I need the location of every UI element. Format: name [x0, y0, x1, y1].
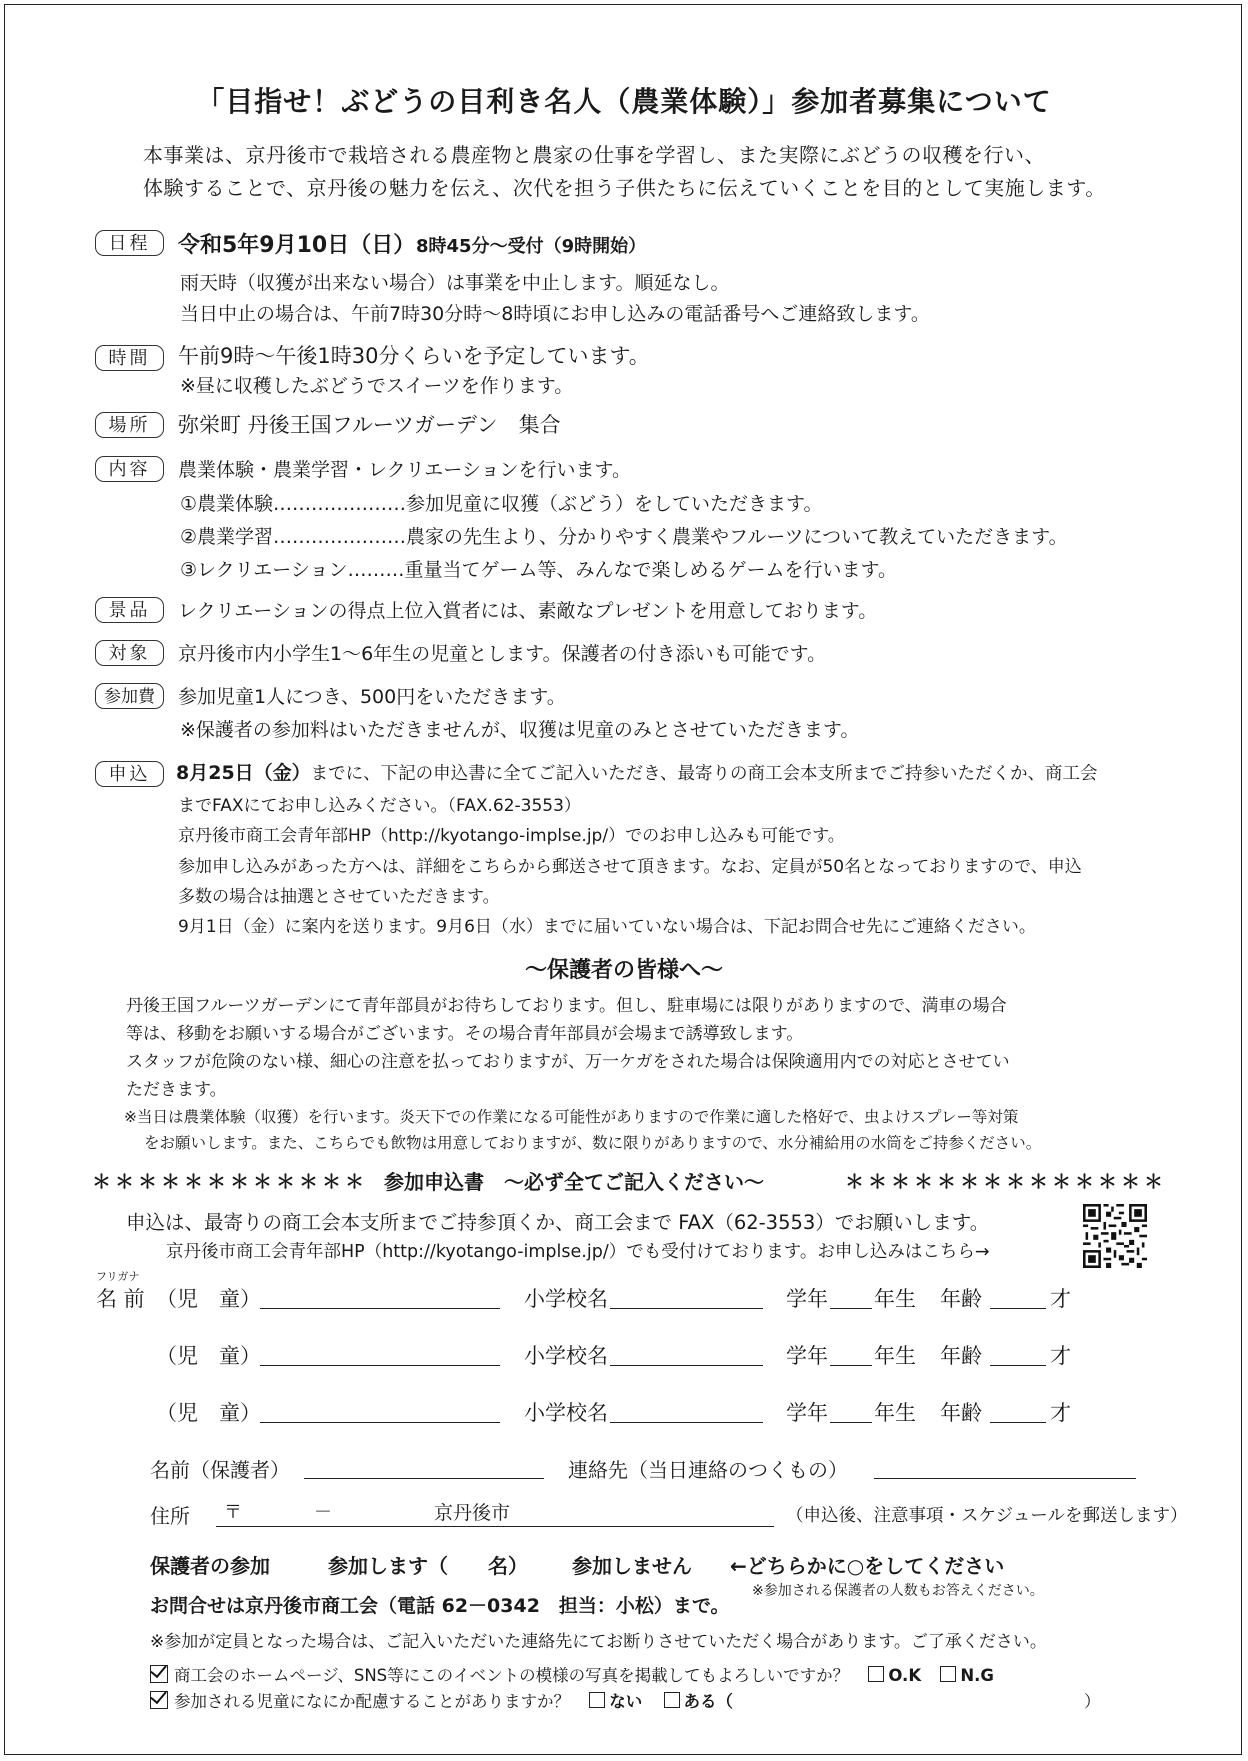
care-close-paren: ）	[1084, 1692, 1101, 1711]
none-checkbox[interactable]	[589, 1692, 605, 1708]
grade-suffix: 年生	[874, 1287, 916, 1311]
school-field[interactable]	[610, 1290, 763, 1309]
care-yes-option[interactable]	[664, 1692, 734, 1711]
page-title: 「目指せ！ぶどうの目利き名人（農業体験）」参加者募集について	[196, 85, 1052, 118]
count-note: ※参加される保護者の人数もお答えください。	[752, 1583, 1044, 1599]
fee-main: 参加児童1人につき、500円をいただきます。	[178, 686, 566, 708]
schedule-reception: 8時45分～受付（9時開始）	[416, 236, 647, 257]
schedule-line: 雨天時（収獲が出来ない場合）は事業を中止します。順延なし。	[180, 272, 730, 294]
school-label: 小学校名	[524, 1401, 608, 1425]
fee-tag: 参加費	[95, 683, 164, 709]
child-label: （児 童）	[156, 1344, 261, 1368]
grade-suffix: 年生	[874, 1344, 916, 1368]
age-label: 年齢	[940, 1344, 982, 1368]
apply-line: 参加申し込みがあった方へは、詳細をこちらから郵送させて頂きます。なお、定員が50名となっておりますので、申込	[178, 857, 1082, 877]
age-field[interactable]	[990, 1347, 1046, 1366]
form-heading-stars-left: ＊＊＊＊＊＊＊＊＊＊＊＊	[92, 1171, 369, 1193]
not-participate-option[interactable]: 参加しません	[572, 1554, 692, 1578]
inquiry-line: お問合せは京丹後市商工会（電話 62－0342 担当：小松）まで。	[150, 1595, 730, 1617]
content-item: ③レクリエーション………重量当てゲーム等、みんなで楽しめるゲームを行います。	[180, 559, 897, 581]
page-border	[4, 4, 1242, 1755]
capacity-note: ※参加が定員となった場合は、ご記入いただいた連絡先にてお断りさせていただく場合があります。ご了承ください。	[150, 1632, 1047, 1652]
apply-first-line	[176, 758, 1097, 785]
age-field[interactable]	[990, 1290, 1046, 1309]
photo-question-checkbox[interactable]	[150, 1665, 168, 1683]
grade-field[interactable]	[830, 1404, 872, 1423]
apply-line: 京丹後市商工会青年部HP（http://kyotango-implse.jp/）でのお申し込みも可能です。	[178, 826, 845, 846]
form-instructions: 申込は、最寄りの商工会本支所までご持参頂くか、商工会まで FAX（62-3553）でお願いします。	[126, 1211, 990, 1234]
ng-label: N.G	[960, 1666, 994, 1685]
participate-option[interactable]: 参加します（ 名）	[328, 1554, 528, 1578]
grade-field[interactable]	[830, 1290, 872, 1309]
grade-label: 学年	[786, 1344, 828, 1368]
qr-code-icon[interactable]	[1083, 1204, 1147, 1268]
age-suffix: 才	[1050, 1287, 1071, 1311]
participation-label: 保護者の参加	[150, 1554, 270, 1578]
time-note: ※昼に収穫したぶどうでスイーツを作ります。	[180, 375, 574, 397]
form-hp-line: 京丹後市商工会青年部HP（http://kyotango-implse.jp/）でも受付けております。お申し込みはこちら→	[166, 1242, 990, 1262]
form-heading-stars-right: ＊＊＊＊＊＊＊＊＊＊＊＊＊＊	[845, 1171, 1168, 1193]
age-field[interactable]	[990, 1404, 1046, 1423]
prize-tag: 景品	[95, 597, 164, 623]
contact-field[interactable]	[874, 1460, 1136, 1479]
guardian-name-field[interactable]	[304, 1460, 544, 1479]
child-name-field[interactable]	[260, 1347, 500, 1366]
question-photo	[150, 1662, 994, 1686]
form-heading: 参加申込書 ～必ず全てご記入ください～	[384, 1170, 764, 1194]
address-city: 京丹後市	[434, 1502, 511, 1524]
content-tag: 内容	[95, 456, 164, 482]
child-name-field[interactable]	[260, 1404, 500, 1423]
yes-label: ある（	[683, 1692, 733, 1711]
choose-note: ←どちらかに○をしてください	[730, 1554, 1005, 1578]
ng-checkbox[interactable]	[940, 1666, 956, 1682]
ok-label: O.K	[888, 1666, 922, 1685]
guardian-name-label: 名前（保護者）	[150, 1458, 290, 1482]
content-item: ①農業体験…………………参加児童に収獲（ぶどう）をしていただきます。	[180, 493, 823, 515]
name-label: 名 前	[96, 1287, 145, 1311]
photo-question-text: 商工会のホームページ、SNS等にこのイベントの模様の写真を掲載してもよろしいですか？	[174, 1666, 850, 1685]
guardian-line: ただきます。	[126, 1080, 227, 1100]
grade-field[interactable]	[830, 1347, 872, 1366]
address-label: 住所	[150, 1504, 190, 1528]
ok-checkbox[interactable]	[868, 1666, 884, 1682]
intro-line-2: 体験することで、京丹後の魅力を伝え、次代を担う子供たちに伝えていくことを目的として実施します。	[143, 176, 1106, 200]
prize-main: レクリエーションの得点上位入賞者には、素敵なプレゼントを用意しております。	[178, 600, 878, 622]
fee-note: ※保護者の参加料はいただきませんが、収獲は児童のみとさせていただきます。	[180, 719, 860, 741]
schedule-line: 当日中止の場合は、午前7時30分時～8時頃にお申し込みの電話番号へご連絡致します。	[180, 303, 930, 325]
content-main: 農業体験・農業学習・レクリエーションを行います。	[178, 459, 631, 481]
apply-tag: 申込	[95, 761, 164, 787]
place-main: 弥栄町 丹後王国フルーツガーデン 集合	[178, 413, 561, 437]
content-item: ②農業学習…………………農家の先生より、分かりやすく農業やフルーツについて教えていただきます。	[180, 526, 1068, 548]
postal-dash: －	[314, 1502, 332, 1523]
school-field[interactable]	[610, 1347, 763, 1366]
grade-label: 学年	[786, 1287, 828, 1311]
guardian-note: をお願いします。また、こちらでも飲物は用意しておりますが、数に限りがありますので、水分補給用の水筒をご持参ください。	[144, 1134, 1042, 1152]
furigana-label: フリガナ	[96, 1270, 140, 1283]
contact-label: 連絡先（当日連絡のつくもの）	[568, 1458, 848, 1482]
yes-checkbox[interactable]	[664, 1692, 680, 1708]
child-label: （児 童）	[156, 1287, 261, 1311]
schedule-date: 令和5年9月10日（日）	[178, 233, 416, 258]
child-row-1	[96, 1283, 145, 1313]
apply-line: 9月1日（金）に案内を送ります。9月6日（水）までに届いていない場合は、下記お問合せ先にご連絡ください。	[178, 917, 1036, 937]
apply-line: 多数の場合は抽選とさせていただきます。	[178, 887, 500, 907]
photo-ng-option[interactable]	[940, 1666, 994, 1685]
address-note: （申込後、注意事項・スケジュールを郵送します）	[786, 1506, 1188, 1526]
guardian-line: スタッフが危険のない様、細心の注意を払っておりますが、万一ケガをされた場合は保険適用内での対応とさせてい	[126, 1052, 1010, 1072]
child-name-field[interactable]	[260, 1290, 500, 1309]
age-label: 年齢	[940, 1401, 982, 1425]
age-suffix: 才	[1050, 1401, 1071, 1425]
school-label: 小学校名	[524, 1344, 608, 1368]
grade-suffix: 年生	[874, 1401, 916, 1425]
postal-mark: 〒	[224, 1502, 242, 1523]
grade-label: 学年	[786, 1401, 828, 1425]
age-suffix: 才	[1050, 1344, 1071, 1368]
photo-ok-option[interactable]	[868, 1666, 921, 1685]
apply-deadline: 8月25日（金）	[176, 762, 311, 784]
time-main: 午前9時～午後1時30分くらいを予定しています。	[178, 344, 650, 368]
guardian-line: 丹後王国フルーツガーデンにて青年部員がお待ちしております。但し、駐車場には限りがありますので、満車の場合	[126, 996, 1007, 1016]
question-care	[150, 1688, 733, 1712]
care-none-option[interactable]	[589, 1692, 642, 1711]
target-tag: 対象	[95, 640, 164, 666]
school-label: 小学校名	[524, 1287, 608, 1311]
care-question-checkbox[interactable]	[150, 1691, 168, 1709]
place-tag: 場所	[95, 412, 164, 438]
guardian-heading: ～保護者の皆様へ～	[524, 958, 723, 983]
schedule-tag: 日程	[95, 230, 164, 256]
time-tag: 時間	[95, 345, 164, 371]
intro-line-1: 本事業は、京丹後市で栽培される農産物と農家の仕事を学習し、また実際にぶどうの収穫を行い、	[143, 143, 1045, 167]
school-field[interactable]	[610, 1404, 763, 1423]
none-label: ない	[609, 1692, 643, 1711]
guardian-note: ※当日は農業体験（収獲）を行います。炎天下での作業になる可能性がありますので作業に適した格好で、虫よけスプレー等対策	[124, 1108, 1019, 1126]
target-main: 京丹後市内小学生1～6年生の児童とします。保護者の付き添いも可能です。	[178, 643, 827, 665]
child-label: （児 童）	[156, 1401, 261, 1425]
care-question-text: 参加される児童になにか配慮することがありますか？	[174, 1692, 570, 1711]
guardian-line: 等は、移動をお願いする場合がございます。その場合青年部員が会場まで誘導致します。	[126, 1024, 804, 1044]
apply-line-1: までに、下記の申込書に全てご記入いただき、最寄りの商工会本支所までご持参いただくか、商工会	[310, 764, 1098, 784]
age-label: 年齢	[940, 1287, 982, 1311]
apply-line: までFAXにてお申し込みください。（FAX.62-3553）	[178, 796, 581, 816]
